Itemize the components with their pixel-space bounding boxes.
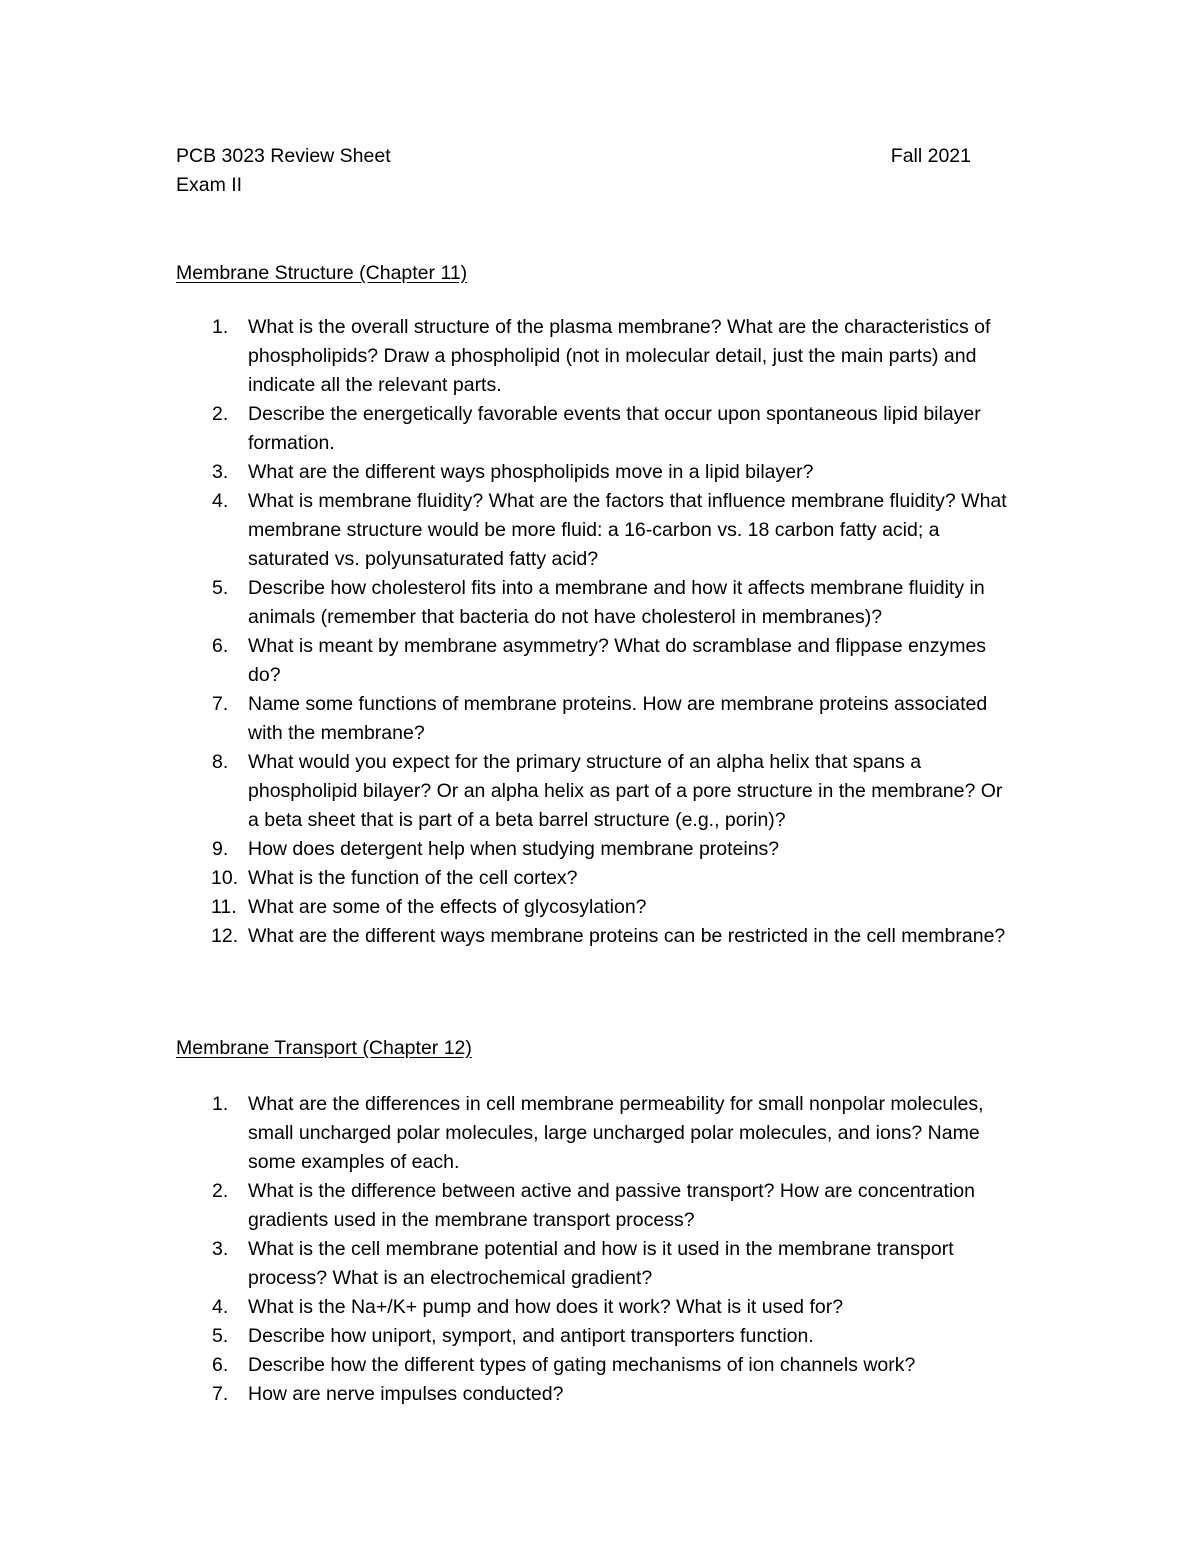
question-number: 7. [212, 693, 229, 715]
question-text: Describe the energetically favorable events that occur upon spontaneous lipid bilayer formation. [248, 403, 981, 454]
question-item [176, 458, 1026, 487]
question-item [176, 1322, 1026, 1351]
question-number: 10. [211, 867, 239, 889]
question-text: What is the difference between active and passive transport? How are concentration gradients used in the membrane transport process? [248, 1180, 975, 1231]
question-number: 9. [212, 838, 229, 860]
question-item [176, 864, 1026, 893]
question-item [176, 313, 1026, 400]
question-item [176, 835, 1026, 864]
question-item [176, 1090, 1026, 1177]
question-number: 4. [212, 490, 229, 512]
question-text: Describe how uniport, symport, and antiport transporters function. [248, 1325, 814, 1347]
question-item [176, 487, 1026, 574]
question-item [176, 1380, 1026, 1409]
question-number: 6. [212, 1354, 229, 1376]
question-number: 3. [212, 461, 229, 483]
question-text: What is the cell membrane potential and how is it used in the membrane transport process? What is an electrochemical gradient? [248, 1238, 954, 1289]
question-text: What are some of the effects of glycosylation? [248, 896, 647, 918]
question-item [176, 922, 1026, 951]
question-item [176, 574, 1026, 632]
question-item [176, 1293, 1026, 1322]
question-text: What is meant by membrane asymmetry? What do scramblase and flippase enzymes do? [248, 635, 987, 686]
header-row-2 [176, 171, 971, 200]
question-item [176, 1351, 1026, 1380]
question-number: 2. [212, 403, 229, 425]
question-item [176, 1177, 1026, 1235]
question-number: 3. [212, 1238, 229, 1260]
question-number: 12. [211, 925, 239, 947]
question-number: 4. [212, 1296, 229, 1318]
question-list-membrane-structure [176, 313, 1026, 951]
question-number: 8. [212, 751, 229, 773]
question-text: What is the Na+/K+ pump and how does it work? What is it used for? [248, 1296, 844, 1318]
question-text: How are nerve impulses conducted? [248, 1383, 564, 1405]
question-item [176, 690, 1026, 748]
question-number: 5. [212, 577, 229, 599]
question-item [176, 748, 1026, 835]
exam-label: Exam II [176, 174, 243, 196]
section-heading-membrane-transport: Membrane Transport (Chapter 12) [176, 1037, 472, 1059]
document-header [176, 142, 971, 200]
question-text: Describe how cholesterol fits into a membrane and how it affects membrane fluidity in animals (remember that bacteria do not have cholesterol in membranes)? [248, 577, 985, 628]
question-text: What is the overall structure of the plasma membrane? What are the characteristics of phospholipids? Draw a phospholipid (not in molecular detail, just the main parts) and indicate all the relevant parts. [248, 316, 991, 396]
question-number: 7. [212, 1383, 229, 1405]
question-item [176, 400, 1026, 458]
question-number: 11. [211, 896, 237, 918]
question-item [176, 1235, 1026, 1293]
question-text: What is the function of the cell cortex? [248, 867, 578, 889]
question-list-membrane-transport [176, 1090, 1026, 1409]
question-item [176, 893, 1026, 922]
question-number: 1. [212, 1093, 229, 1115]
question-text: What is membrane fluidity? What are the factors that influence membrane fluidity? What membrane structure would be more fluid: a 16-carbon vs. 18 carbon fatty acid; a saturated vs. polyunsaturated fatty acid? [248, 490, 1007, 570]
question-text: What are the different ways membrane proteins can be restricted in the cell membrane? [248, 925, 1006, 947]
term-label: Fall 2021 [890, 145, 971, 167]
question-number: 6. [212, 635, 229, 657]
question-text: Name some functions of membrane proteins. How are membrane proteins associated with the membrane? [248, 693, 988, 744]
course-title: PCB 3023 Review Sheet [176, 145, 391, 167]
question-item [176, 632, 1026, 690]
question-text: What are the different ways phospholipids move in a lipid bilayer? [248, 461, 814, 483]
question-number: 1. [212, 316, 229, 338]
question-text: What are the differences in cell membrane permeability for small nonpolar molecules, small uncharged polar molecules, large uncharged polar molecules, and ions? Name some examples of each. [248, 1093, 984, 1173]
question-text: Describe how the different types of gating mechanisms of ion channels work? [248, 1354, 916, 1376]
question-number: 5. [212, 1325, 229, 1347]
question-number: 2. [212, 1180, 229, 1202]
question-text: How does detergent help when studying membrane proteins? [248, 838, 780, 860]
header-row-1 [176, 142, 971, 171]
section-heading-membrane-structure: Membrane Structure (Chapter 11) [176, 262, 468, 284]
question-text: What would you expect for the primary structure of an alpha helix that spans a phospholipid bilayer? Or an alpha helix as part of a pore structure in the membrane? Or a beta sheet that is part of a beta barrel structure (e.g., porin)? [248, 751, 1003, 831]
